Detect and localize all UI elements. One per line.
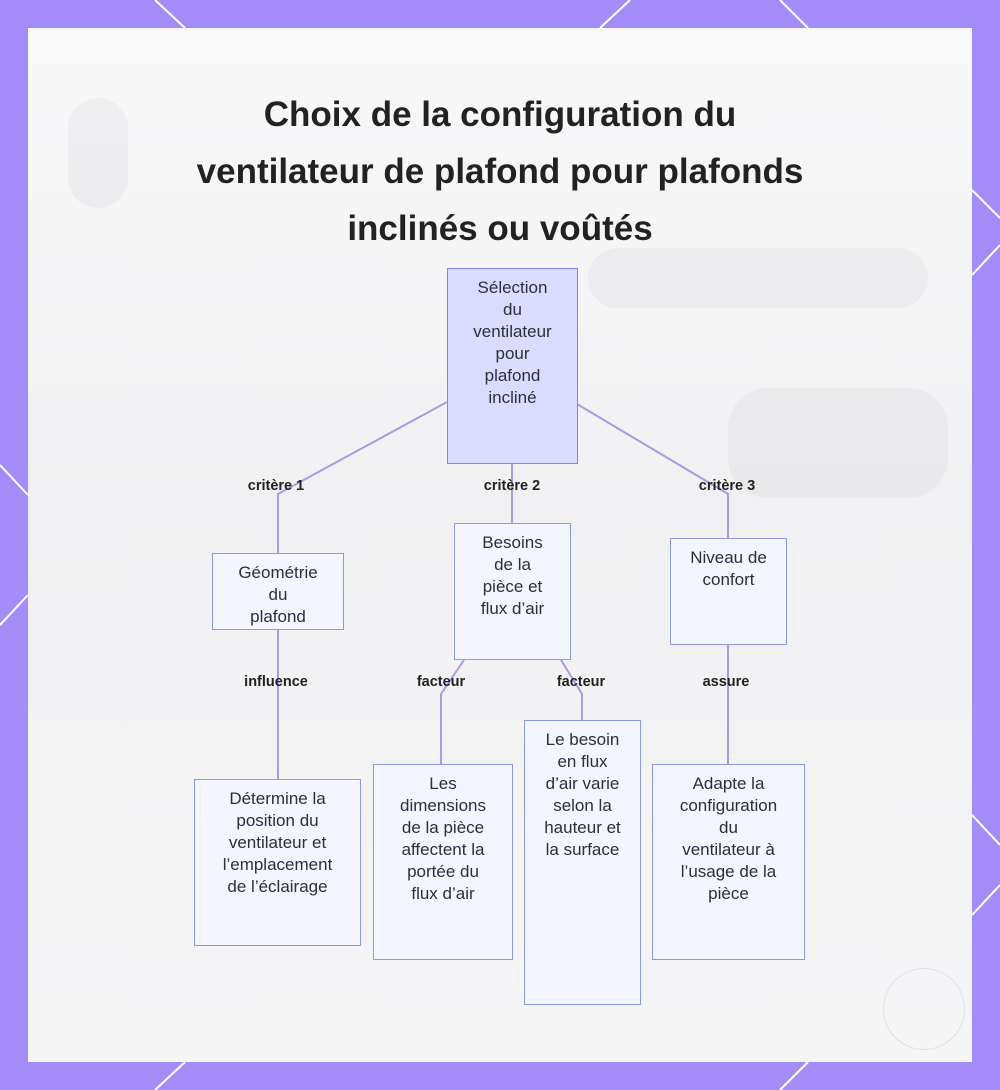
node-position: Détermine la position du ventilateur et l’emplacement de l’éclairage bbox=[194, 779, 361, 946]
title-line: inclinés ou voûtés bbox=[347, 209, 653, 248]
diagram-panel bbox=[28, 28, 972, 1062]
edge-label-factor-1: facteur bbox=[416, 674, 466, 690]
edge-label-criterion-2: critère 2 bbox=[483, 478, 541, 494]
node-fan-selection: Sélection du ventilateur pour plafond incliné bbox=[447, 268, 578, 464]
edge-label-criterion-1: critère 1 bbox=[247, 478, 305, 494]
title-line: ventilateur de plafond pour plafonds bbox=[196, 152, 804, 191]
edge-root-comfort bbox=[577, 404, 728, 538]
edge-label-factor-2: facteur bbox=[556, 674, 606, 690]
node-room-dimensions: Les dimensions de la pièce affectent la portée du flux d’air bbox=[373, 764, 513, 960]
watermark-badge bbox=[883, 968, 965, 1050]
edge-needs-airflow bbox=[561, 660, 582, 720]
edge-label-influence: influence bbox=[244, 674, 308, 690]
node-airflow-need: Le besoin en flux d’air varie selon la hauteur et la surface bbox=[524, 720, 641, 1005]
node-usage-adaptation: Adapte la configuration du ventilateur à l’usage de la pièce bbox=[652, 764, 805, 960]
node-ceiling-geometry: Géométrie du plafond bbox=[212, 553, 344, 630]
edge-label-ensures: assure bbox=[702, 674, 750, 690]
node-room-needs: Besoins de la pièce et flux d’air bbox=[454, 523, 571, 660]
title-line: Choix de la configuration du bbox=[263, 95, 737, 134]
edge-label-criterion-3: critère 3 bbox=[698, 478, 756, 494]
node-comfort-level: Niveau de confort bbox=[670, 538, 787, 645]
